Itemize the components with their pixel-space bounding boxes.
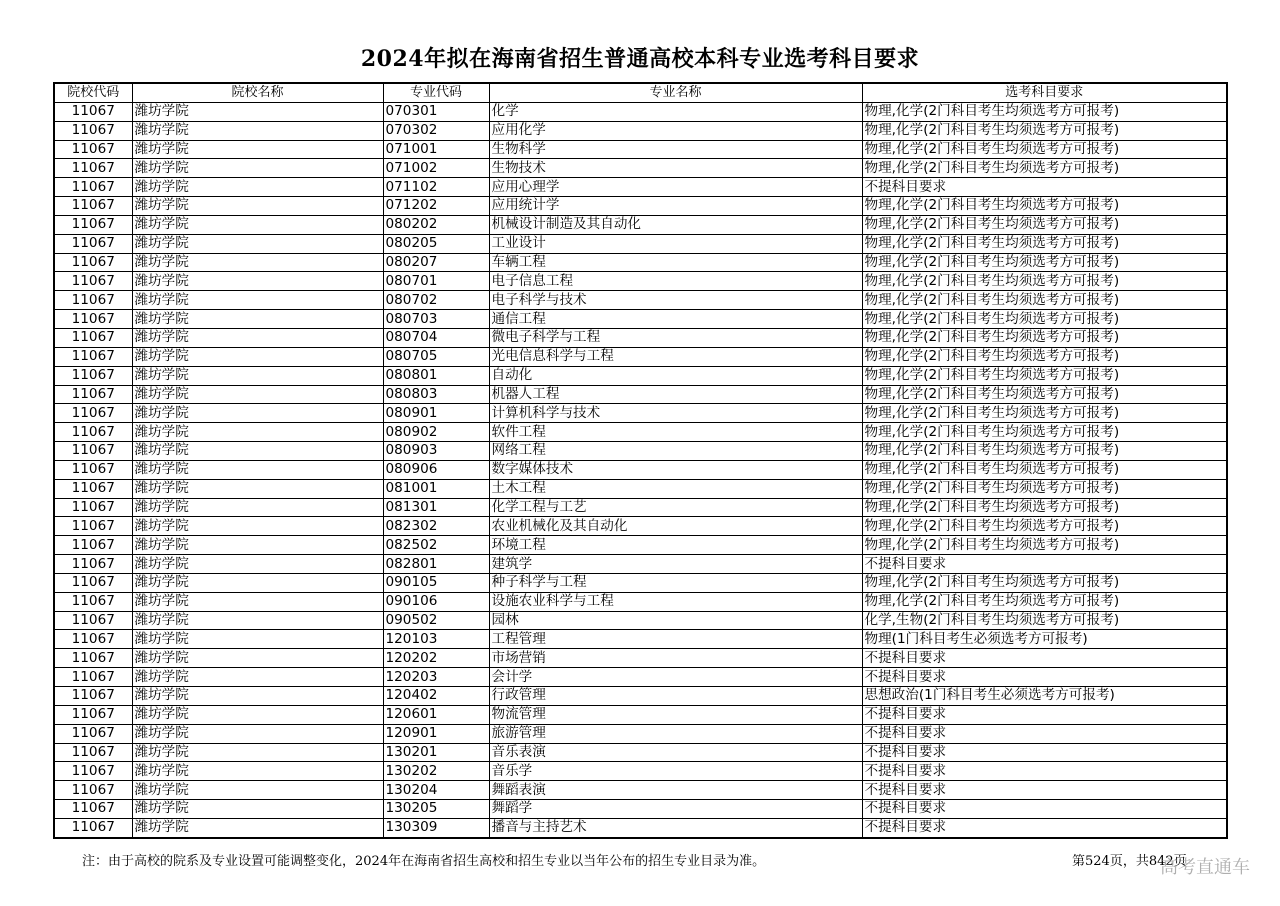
cell-school-name: 潍坊学院 [132, 592, 383, 611]
cell-requirement: 物理,化学(2门科目考生均须选考方可报考) [862, 366, 1227, 385]
table-row [54, 159, 1227, 178]
table-row [54, 197, 1227, 216]
cell-school-code: 11067 [54, 479, 132, 498]
table-row [54, 687, 1227, 706]
cell-requirement: 物理,化学(2门科目考生均须选考方可报考) [862, 102, 1227, 121]
cell-school-name: 潍坊学院 [132, 197, 383, 216]
table-row [54, 724, 1227, 743]
cell-major-code: 071001 [383, 140, 489, 159]
table-row [54, 818, 1227, 837]
cell-major-name: 建筑学 [489, 555, 862, 574]
cell-school-code: 11067 [54, 611, 132, 630]
cell-requirement: 物理(1门科目考生必须选考方可报考) [862, 630, 1227, 649]
cell-major-code: 082502 [383, 536, 489, 555]
cell-major-code: 120402 [383, 687, 489, 706]
cell-school-name: 潍坊学院 [132, 498, 383, 517]
cell-school-code: 11067 [54, 687, 132, 706]
cell-requirement: 物理,化学(2门科目考生均须选考方可报考) [862, 328, 1227, 347]
table-row [54, 310, 1227, 329]
cell-requirement: 物理,化学(2门科目考生均须选考方可报考) [862, 159, 1227, 178]
table-row [54, 762, 1227, 781]
cell-requirement: 物理,化学(2门科目考生均须选考方可报考) [862, 121, 1227, 140]
cell-major-name: 播音与主持艺术 [489, 818, 862, 837]
cell-major-code: 080202 [383, 215, 489, 234]
cell-major-code: 082801 [383, 555, 489, 574]
cell-major-code: 080702 [383, 291, 489, 310]
cell-requirement: 物理,化学(2门科目考生均须选考方可报考) [862, 197, 1227, 216]
table-row [54, 668, 1227, 687]
cell-major-name: 环境工程 [489, 536, 862, 555]
cell-requirement: 不提科目要求 [862, 555, 1227, 574]
cell-requirement: 物理,化学(2门科目考生均须选考方可报考) [862, 517, 1227, 536]
cell-requirement: 不提科目要求 [862, 178, 1227, 197]
cell-school-code: 11067 [54, 592, 132, 611]
cell-major-name: 土木工程 [489, 479, 862, 498]
cell-requirement: 物理,化学(2门科目考生均须选考方可报考) [862, 536, 1227, 555]
table-row [54, 498, 1227, 517]
cell-major-name: 生物技术 [489, 159, 862, 178]
cell-major-name: 数字媒体技术 [489, 460, 862, 479]
cell-school-code: 11067 [54, 724, 132, 743]
cell-school-code: 11067 [54, 215, 132, 234]
cell-major-code: 071202 [383, 197, 489, 216]
cell-major-name: 计算机科学与技术 [489, 404, 862, 423]
cell-school-name: 潍坊学院 [132, 102, 383, 121]
table-row [54, 102, 1227, 121]
cell-school-code: 11067 [54, 668, 132, 687]
cell-major-name: 软件工程 [489, 423, 862, 442]
table-row [54, 178, 1227, 197]
table-row [54, 215, 1227, 234]
cell-school-name: 潍坊学院 [132, 253, 383, 272]
cell-requirement: 物理,化学(2门科目考生均须选考方可报考) [862, 573, 1227, 592]
cell-major-code: 080906 [383, 460, 489, 479]
cell-school-code: 11067 [54, 442, 132, 461]
cell-requirement: 物理,化学(2门科目考生均须选考方可报考) [862, 404, 1227, 423]
cell-school-name: 潍坊学院 [132, 328, 383, 347]
footnote: 注：由于高校的院系及专业设置可能调整变化，2024年在海南省招生高校和招生专业以当年公布的招生专业目录为准。 [82, 854, 766, 869]
cell-school-code: 11067 [54, 498, 132, 517]
cell-major-code: 130205 [383, 800, 489, 819]
cell-school-name: 潍坊学院 [132, 366, 383, 385]
cell-major-name: 化学工程与工艺 [489, 498, 862, 517]
table-row [54, 536, 1227, 555]
table-row [54, 517, 1227, 536]
cell-major-code: 070301 [383, 102, 489, 121]
cell-requirement: 化学,生物(2门科目考生均须选考方可报考) [862, 611, 1227, 630]
cell-major-name: 微电子科学与工程 [489, 328, 862, 347]
cell-major-name: 舞蹈表演 [489, 781, 862, 800]
cell-school-name: 潍坊学院 [132, 442, 383, 461]
cell-requirement: 物理,化学(2门科目考生均须选考方可报考) [862, 347, 1227, 366]
cell-school-name: 潍坊学院 [132, 404, 383, 423]
cell-major-code: 090105 [383, 573, 489, 592]
cell-school-code: 11067 [54, 818, 132, 837]
cell-requirement: 物理,化学(2门科目考生均须选考方可报考) [862, 385, 1227, 404]
table-row [54, 423, 1227, 442]
table-row [54, 592, 1227, 611]
table-row [54, 555, 1227, 574]
cell-major-code: 081301 [383, 498, 489, 517]
cell-major-code: 080901 [383, 404, 489, 423]
cell-major-name: 化学 [489, 102, 862, 121]
cell-school-code: 11067 [54, 140, 132, 159]
page-number: 第524页，共842页 [1072, 854, 1187, 869]
cell-school-code: 11067 [54, 328, 132, 347]
table-body [54, 102, 1227, 837]
cell-major-code: 120103 [383, 630, 489, 649]
cell-requirement: 不提科目要求 [862, 668, 1227, 687]
table-row [54, 611, 1227, 630]
header-major-name: 专业名称 [489, 83, 862, 102]
cell-school-name: 潍坊学院 [132, 140, 383, 159]
cell-major-name: 工业设计 [489, 234, 862, 253]
cell-major-name: 舞蹈学 [489, 800, 862, 819]
cell-requirement: 物理,化学(2门科目考生均须选考方可报考) [862, 310, 1227, 329]
table-row [54, 573, 1227, 592]
cell-requirement: 物理,化学(2门科目考生均须选考方可报考) [862, 291, 1227, 310]
cell-school-name: 潍坊学院 [132, 724, 383, 743]
cell-major-code: 120601 [383, 705, 489, 724]
cell-school-name: 潍坊学院 [132, 215, 383, 234]
cell-school-name: 潍坊学院 [132, 611, 383, 630]
table-row [54, 347, 1227, 366]
cell-school-code: 11067 [54, 649, 132, 668]
cell-school-name: 潍坊学院 [132, 423, 383, 442]
cell-school-name: 潍坊学院 [132, 121, 383, 140]
cell-school-name: 潍坊学院 [132, 272, 383, 291]
table-row [54, 781, 1227, 800]
cell-school-code: 11067 [54, 705, 132, 724]
table-row [54, 800, 1227, 819]
cell-school-code: 11067 [54, 347, 132, 366]
cell-major-name: 种子科学与工程 [489, 573, 862, 592]
cell-school-name: 潍坊学院 [132, 800, 383, 819]
cell-major-name: 市场营销 [489, 649, 862, 668]
table-row [54, 705, 1227, 724]
cell-major-name: 工程管理 [489, 630, 862, 649]
cell-major-code: 120202 [383, 649, 489, 668]
cell-school-name: 潍坊学院 [132, 310, 383, 329]
cell-school-name: 潍坊学院 [132, 385, 383, 404]
cell-major-name: 电子信息工程 [489, 272, 862, 291]
cell-major-name: 音乐表演 [489, 743, 862, 762]
cell-school-name: 潍坊学院 [132, 347, 383, 366]
cell-school-name: 潍坊学院 [132, 517, 383, 536]
cell-school-code: 11067 [54, 460, 132, 479]
page-title: 2024年拟在海南省招生普通高校本科专业选考科目要求 [360, 46, 920, 72]
cell-school-code: 11067 [54, 197, 132, 216]
cell-school-code: 11067 [54, 423, 132, 442]
cell-requirement: 不提科目要求 [862, 781, 1227, 800]
cell-requirement: 物理,化学(2门科目考生均须选考方可报考) [862, 215, 1227, 234]
cell-requirement: 不提科目要求 [862, 762, 1227, 781]
cell-requirement: 不提科目要求 [862, 800, 1227, 819]
cell-major-name: 会计学 [489, 668, 862, 687]
watermark: 高考直通车 [1160, 857, 1250, 878]
cell-requirement: 不提科目要求 [862, 743, 1227, 762]
cell-school-code: 11067 [54, 366, 132, 385]
cell-major-code: 080701 [383, 272, 489, 291]
table-row [54, 460, 1227, 479]
cell-major-code: 130201 [383, 743, 489, 762]
cell-school-code: 11067 [54, 743, 132, 762]
cell-school-name: 潍坊学院 [132, 479, 383, 498]
cell-requirement: 物理,化学(2门科目考生均须选考方可报考) [862, 592, 1227, 611]
cell-major-code: 080703 [383, 310, 489, 329]
cell-school-code: 11067 [54, 159, 132, 178]
cell-requirement: 物理,化学(2门科目考生均须选考方可报考) [862, 442, 1227, 461]
cell-major-code: 090106 [383, 592, 489, 611]
table-row [54, 404, 1227, 423]
cell-major-name: 音乐学 [489, 762, 862, 781]
requirements-table [53, 82, 1228, 839]
cell-major-name: 园林 [489, 611, 862, 630]
cell-major-code: 082302 [383, 517, 489, 536]
cell-major-code: 081001 [383, 479, 489, 498]
cell-requirement: 不提科目要求 [862, 724, 1227, 743]
table-row [54, 630, 1227, 649]
cell-school-code: 11067 [54, 272, 132, 291]
cell-school-code: 11067 [54, 404, 132, 423]
cell-requirement: 思想政治(1门科目考生必须选考方可报考) [862, 687, 1227, 706]
cell-major-code: 080705 [383, 347, 489, 366]
cell-major-name: 光电信息科学与工程 [489, 347, 862, 366]
table-header-row [54, 83, 1227, 102]
cell-school-code: 11067 [54, 555, 132, 574]
cell-requirement: 物理,化学(2门科目考生均须选考方可报考) [862, 253, 1227, 272]
cell-major-name: 设施农业科学与工程 [489, 592, 862, 611]
header-major-code: 专业代码 [383, 83, 489, 102]
table-row [54, 234, 1227, 253]
cell-requirement: 物理,化学(2门科目考生均须选考方可报考) [862, 423, 1227, 442]
cell-school-name: 潍坊学院 [132, 649, 383, 668]
cell-school-name: 潍坊学院 [132, 630, 383, 649]
cell-major-name: 农业机械化及其自动化 [489, 517, 862, 536]
cell-school-code: 11067 [54, 573, 132, 592]
header-requirement: 选考科目要求 [862, 83, 1227, 102]
cell-major-code: 071002 [383, 159, 489, 178]
cell-school-name: 潍坊学院 [132, 555, 383, 574]
cell-major-name: 旅游管理 [489, 724, 862, 743]
cell-major-code: 120203 [383, 668, 489, 687]
cell-major-code: 071102 [383, 178, 489, 197]
table-row [54, 291, 1227, 310]
cell-major-name: 生物科学 [489, 140, 862, 159]
cell-school-code: 11067 [54, 253, 132, 272]
cell-school-code: 11067 [54, 536, 132, 555]
header-school-name: 院校名称 [132, 83, 383, 102]
cell-school-code: 11067 [54, 310, 132, 329]
table-row [54, 743, 1227, 762]
cell-major-name: 车辆工程 [489, 253, 862, 272]
cell-school-name: 潍坊学院 [132, 234, 383, 253]
cell-major-code: 130204 [383, 781, 489, 800]
cell-requirement: 不提科目要求 [862, 705, 1227, 724]
cell-major-name: 应用化学 [489, 121, 862, 140]
cell-school-name: 潍坊学院 [132, 178, 383, 197]
cell-major-code: 120901 [383, 724, 489, 743]
table-row [54, 121, 1227, 140]
cell-school-name: 潍坊学院 [132, 536, 383, 555]
cell-school-name: 潍坊学院 [132, 762, 383, 781]
cell-major-code: 090502 [383, 611, 489, 630]
cell-major-name: 行政管理 [489, 687, 862, 706]
table-row [54, 140, 1227, 159]
cell-school-code: 11067 [54, 800, 132, 819]
cell-school-name: 潍坊学院 [132, 781, 383, 800]
cell-major-code: 080207 [383, 253, 489, 272]
header-school-code: 院校代码 [54, 83, 132, 102]
table-row [54, 385, 1227, 404]
cell-major-code: 130309 [383, 818, 489, 837]
cell-school-code: 11067 [54, 762, 132, 781]
cell-school-code: 11067 [54, 102, 132, 121]
cell-requirement: 物理,化学(2门科目考生均须选考方可报考) [862, 479, 1227, 498]
cell-major-name: 网络工程 [489, 442, 862, 461]
cell-school-code: 11067 [54, 517, 132, 536]
cell-requirement: 不提科目要求 [862, 818, 1227, 837]
cell-school-code: 11067 [54, 291, 132, 310]
cell-requirement: 不提科目要求 [862, 649, 1227, 668]
cell-major-name: 应用统计学 [489, 197, 862, 216]
cell-major-name: 应用心理学 [489, 178, 862, 197]
cell-school-code: 11067 [54, 781, 132, 800]
cell-school-name: 潍坊学院 [132, 291, 383, 310]
cell-school-name: 潍坊学院 [132, 743, 383, 762]
cell-major-name: 通信工程 [489, 310, 862, 329]
cell-major-name: 物流管理 [489, 705, 862, 724]
cell-requirement: 物理,化学(2门科目考生均须选考方可报考) [862, 140, 1227, 159]
cell-school-name: 潍坊学院 [132, 818, 383, 837]
cell-school-code: 11067 [54, 385, 132, 404]
cell-major-code: 080903 [383, 442, 489, 461]
cell-school-name: 潍坊学院 [132, 668, 383, 687]
cell-school-code: 11067 [54, 121, 132, 140]
cell-major-name: 自动化 [489, 366, 862, 385]
table-row [54, 253, 1227, 272]
table-row [54, 479, 1227, 498]
cell-major-code: 080803 [383, 385, 489, 404]
cell-school-name: 潍坊学院 [132, 705, 383, 724]
cell-school-code: 11067 [54, 178, 132, 197]
cell-school-name: 潍坊学院 [132, 460, 383, 479]
cell-major-code: 080801 [383, 366, 489, 385]
cell-requirement: 物理,化学(2门科目考生均须选考方可报考) [862, 498, 1227, 517]
cell-requirement: 物理,化学(2门科目考生均须选考方可报考) [862, 234, 1227, 253]
cell-major-code: 130202 [383, 762, 489, 781]
cell-major-code: 070302 [383, 121, 489, 140]
cell-major-code: 080704 [383, 328, 489, 347]
cell-school-name: 潍坊学院 [132, 573, 383, 592]
table-row [54, 272, 1227, 291]
cell-major-name: 机械设计制造及其自动化 [489, 215, 862, 234]
cell-major-code: 080902 [383, 423, 489, 442]
table-row [54, 366, 1227, 385]
table-row [54, 328, 1227, 347]
cell-requirement: 物理,化学(2门科目考生均须选考方可报考) [862, 460, 1227, 479]
cell-major-code: 080205 [383, 234, 489, 253]
cell-requirement: 物理,化学(2门科目考生均须选考方可报考) [862, 272, 1227, 291]
cell-major-name: 电子科学与技术 [489, 291, 862, 310]
cell-school-name: 潍坊学院 [132, 687, 383, 706]
table-row [54, 649, 1227, 668]
cell-major-name: 机器人工程 [489, 385, 862, 404]
cell-school-code: 11067 [54, 234, 132, 253]
cell-school-code: 11067 [54, 630, 132, 649]
table-row [54, 442, 1227, 461]
cell-school-name: 潍坊学院 [132, 159, 383, 178]
